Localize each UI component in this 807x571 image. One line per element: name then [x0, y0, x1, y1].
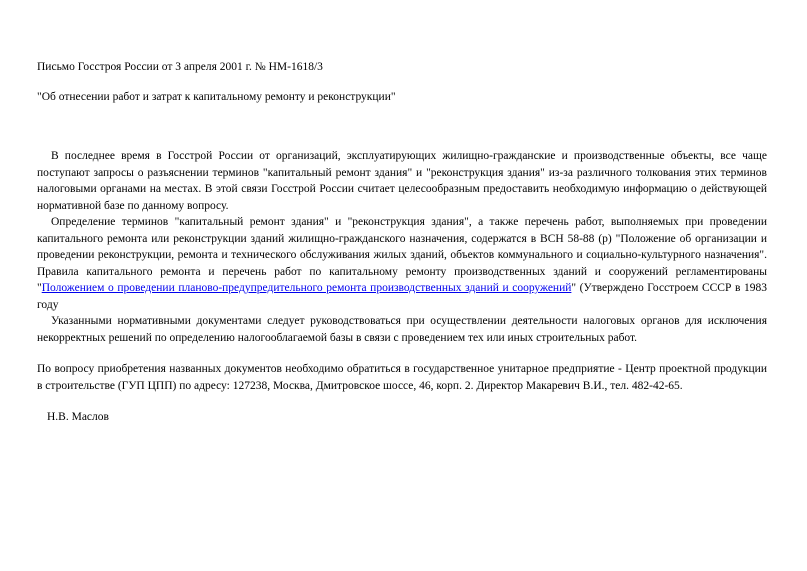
- document-body: [37, 148, 767, 394]
- paragraph-guidance: Указанными нормативными документами следует руководствоваться при осуществлении деятельности налоговых органов для исключения некорректных решений по определению налогооблагаемой базы в связи с проведением тех или иных строительных работ.: [37, 315, 767, 344]
- document-title: Письмо Госстроя России от 3 апреля 2001 г. № НМ-1618/3: [37, 61, 323, 73]
- document-subtitle: "Об отнесении работ и затрат к капитальному ремонту и реконструкции": [37, 90, 396, 103]
- paragraph-definitions-text: Определение терминов "капитальный ремонт здания" и "реконструкция здания", а также перечень работ, выполняемых при проведении капитального ремонта или реконструкции зданий жилищно-гражданского назначения, содержатся в ВСН 58-88 (р) "Положение об организации и проведении реконструкции, ремонта и технического обслуживания жилых зданий, объектов коммунального и социально-культурного назначения". Правила капитального ремонта и перечень работ по капитальному ремонту производственных зданий и сооружений регламентированы ": [37, 216, 767, 294]
- signature: Н.В. Маслов: [47, 411, 109, 423]
- regulation-link[interactable]: Положением о проведении планово-предупредительного ремонта производственных зданий и сооружений: [41, 282, 572, 294]
- paragraph-intro: В последнее время в Госстрой России от организаций, эксплуатирующих жилищно-гражданские и производственные объекты, все чаще поступают запросы о разъяснении терминов "капитальный ремонт здания" и "реконструкция здания" из-за различного толкования этих терминов налоговыми органами на местах. В этой связи Госстрой России считает целесообразным предоставить необходимую информацию о действующей нормативной базе по данному вопросу.: [37, 150, 767, 212]
- paragraph-definitions-tail: " (Утверждено Госстроем СССР в 1983 году: [37, 282, 767, 311]
- document-page: [37, 59, 767, 426]
- paragraph-contact: По вопросу приобретения названных документов необходимо обратиться в государственное унитарное предприятие - Центр проектной продукции в строительстве (ГУП ЦПП) по адресу: 127238, Москва, Дмитровское шоссе, 46, корп. 2. Директор Макаревич В.И., тел. 482-42-65.: [37, 363, 767, 392]
- paragraph-definitions: [37, 214, 767, 313]
